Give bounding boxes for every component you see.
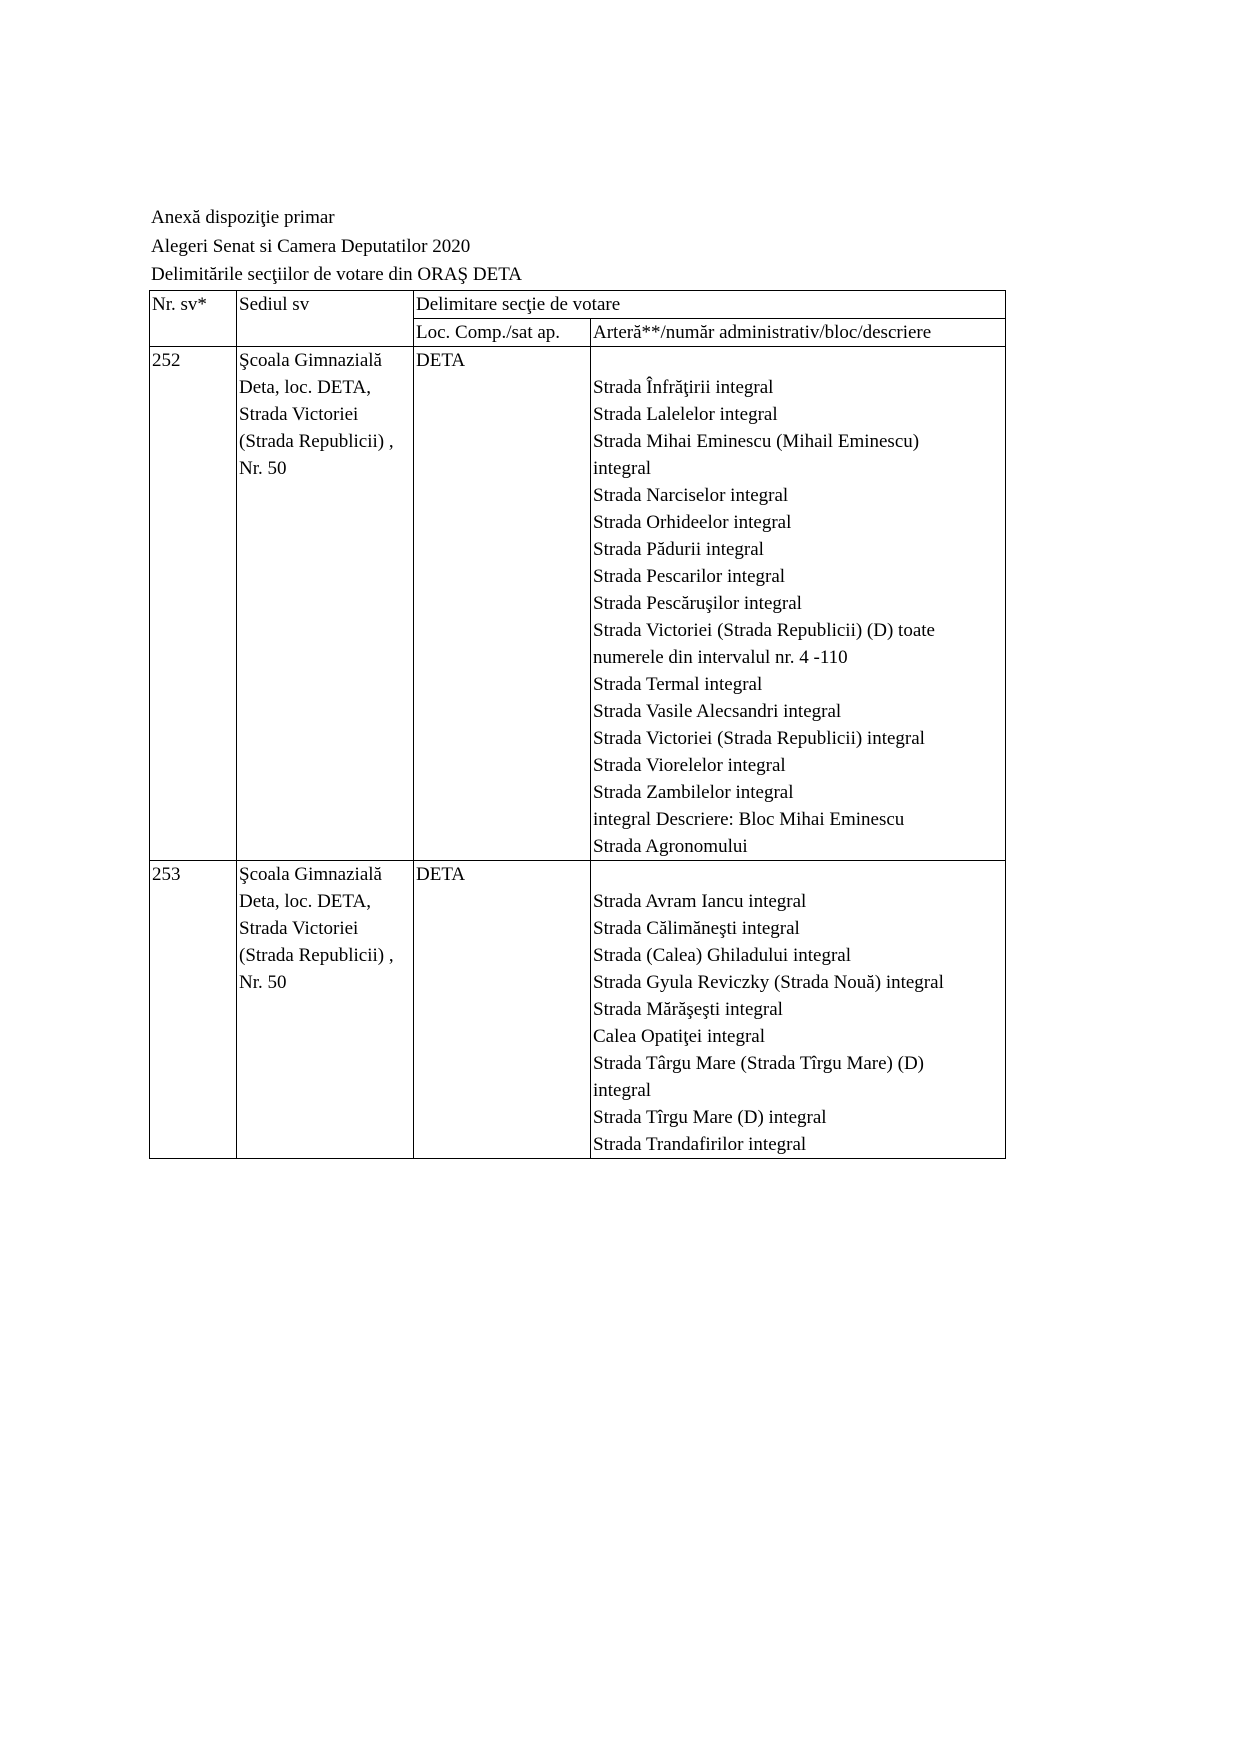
artera-line: integral	[593, 458, 652, 479]
sediu-line: Deta, loc. DETA,	[239, 891, 371, 912]
sediu-line: Deta, loc. DETA,	[239, 377, 371, 398]
sediu-line: Strada Victoriei	[239, 404, 359, 425]
header-nr-sv: Nr. sv*	[150, 291, 237, 347]
sediu-line: Nr. 50	[239, 458, 287, 479]
artera-line: Strada Avram Iancu integral	[593, 891, 807, 912]
header-line-3: Delimitările secţiilor de votare din ORAŞ DETA	[151, 264, 523, 285]
artera-line: Strada Viorelelor integral	[593, 755, 786, 776]
sediu-line: Strada Victoriei	[239, 918, 359, 939]
table-header-row	[150, 291, 1006, 319]
header-line-1: Anexă dispoziţie primar	[151, 207, 335, 228]
artera-line: Strada Pescarilor integral	[593, 566, 786, 587]
artera-line: Strada Vasile Alecsandri integral	[593, 701, 842, 722]
artera-line	[593, 347, 1003, 374]
header-delimitare: Delimitare secţie de votare	[414, 291, 1006, 319]
artera-line: Strada Termal integral	[593, 674, 763, 695]
artera-line: Strada Tîrgu Mare (D) integral	[593, 1107, 827, 1128]
artera-line	[593, 861, 1003, 888]
artera-line: Strada Narciselor integral	[593, 485, 789, 506]
sediu-line: (Strada Republicii) ,	[239, 945, 394, 966]
header-artera: Arteră**/număr administrativ/bloc/descriere	[591, 319, 1006, 347]
row-artere	[591, 347, 1006, 861]
artera-line: Calea Opatiţei integral	[593, 1026, 765, 1047]
polling-sections-table	[149, 290, 1006, 1159]
artera-line: integral	[593, 1080, 652, 1101]
artera-line: Strada Mărăşeşti integral	[593, 999, 783, 1020]
artera-line: Strada Târgu Mare (Strada Tîrgu Mare) (D)	[593, 1053, 924, 1074]
row-loc: DETA	[414, 347, 591, 861]
artera-line: Strada Trandafirilor integral	[593, 1134, 807, 1155]
header-sediu: Sediul sv	[237, 291, 414, 347]
artera-line: Strada Călimăneşti integral	[593, 918, 800, 939]
row-sediu	[237, 347, 414, 861]
artera-line: Strada Victoriei (Strada Republicii) integral	[593, 728, 925, 749]
artera-line: numerele din intervalul nr. 4 -110	[593, 647, 848, 668]
row-nr: 253	[150, 861, 237, 1159]
table-row	[150, 347, 1006, 861]
artera-line: integral Descriere: Bloc Mihai Eminescu	[593, 809, 905, 830]
header-loc: Loc. Comp./sat ap.	[414, 319, 591, 347]
header-line-2: Alegeri Senat si Camera Deputatilor 2020	[151, 235, 471, 257]
artera-line: Strada Victoriei (Strada Republicii) (D) toate	[593, 620, 935, 641]
artera-line: Strada Pescăruşilor integral	[593, 593, 802, 614]
sediu-line: Şcoala Gimnazială	[239, 350, 382, 371]
sediu-line: (Strada Republicii) ,	[239, 431, 394, 452]
sediu-line: Nr. 50	[239, 972, 287, 993]
row-nr: 252	[150, 347, 237, 861]
artera-line: Strada Agronomului	[593, 836, 748, 857]
artera-line: Strada Lalelelor integral	[593, 404, 778, 425]
document-header	[151, 204, 522, 290]
artera-line: Strada Zambilelor integral	[593, 782, 794, 803]
row-loc: DETA	[414, 861, 591, 1159]
row-sediu	[237, 861, 414, 1159]
row-artere	[591, 861, 1006, 1159]
sediu-line: Şcoala Gimnazială	[239, 864, 382, 885]
table-row	[150, 861, 1006, 1159]
artera-line: Strada Orhideelor integral	[593, 512, 792, 533]
artera-line: Strada (Calea) Ghiladului integral	[593, 945, 851, 966]
artera-line: Strada Pădurii integral	[593, 539, 764, 560]
artera-line: Strada Mihai Eminescu (Mihail Eminescu)	[593, 431, 920, 452]
artera-line: Strada Înfrăţirii integral	[593, 377, 774, 398]
artera-line: Strada Gyula Reviczky (Strada Nouă) integral	[593, 972, 944, 993]
